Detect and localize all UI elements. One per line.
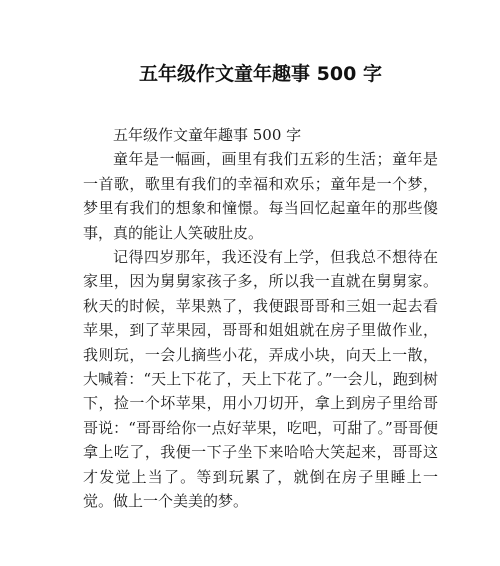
paragraph-intro: 童年是一幅画，画里有我们五彩的生活；童年是一首歌，歌里有我们的幸福和欢乐；童年是一个梦，梦里有我们的想象和憧憬。每当回忆起童年的那些傻事，真的能让人笑破肚皮。 [83,150,438,242]
paragraph-story: 记得四岁那年，我还没有上学，但我总不想待在家里，因为舅舅家孩子多，所以我一直就在舅舅家。秋天的时候，苹果熟了，我便跟哥哥和三姐一起去看苹果，到了苹果园，哥哥和姐姐就在房子里做作业，我则玩，一会儿摘些小花，弄成小块，向天上一散，大喊着：“天上下花了，天上下花了。”一会儿，跑到树下，捡一个坏苹果，用小刀切开，拿上到房子里给哥哥说：“哥哥给你一点好苹果，吃吧，可甜了。”哥哥便拿上吃了，我便一下子坐下来哈哈大笑起来，哥哥这才发觉上当了。等到玩累了，就倒在房子里睡上一觉。做上一个美美的梦。 [83,248,438,511]
document-title: 五年级作文童年趣事 500 字 [139,63,382,85]
paragraph-subtitle: 五年级作文童年趣事 500 字 [113,126,302,144]
document-body [83,123,438,514]
